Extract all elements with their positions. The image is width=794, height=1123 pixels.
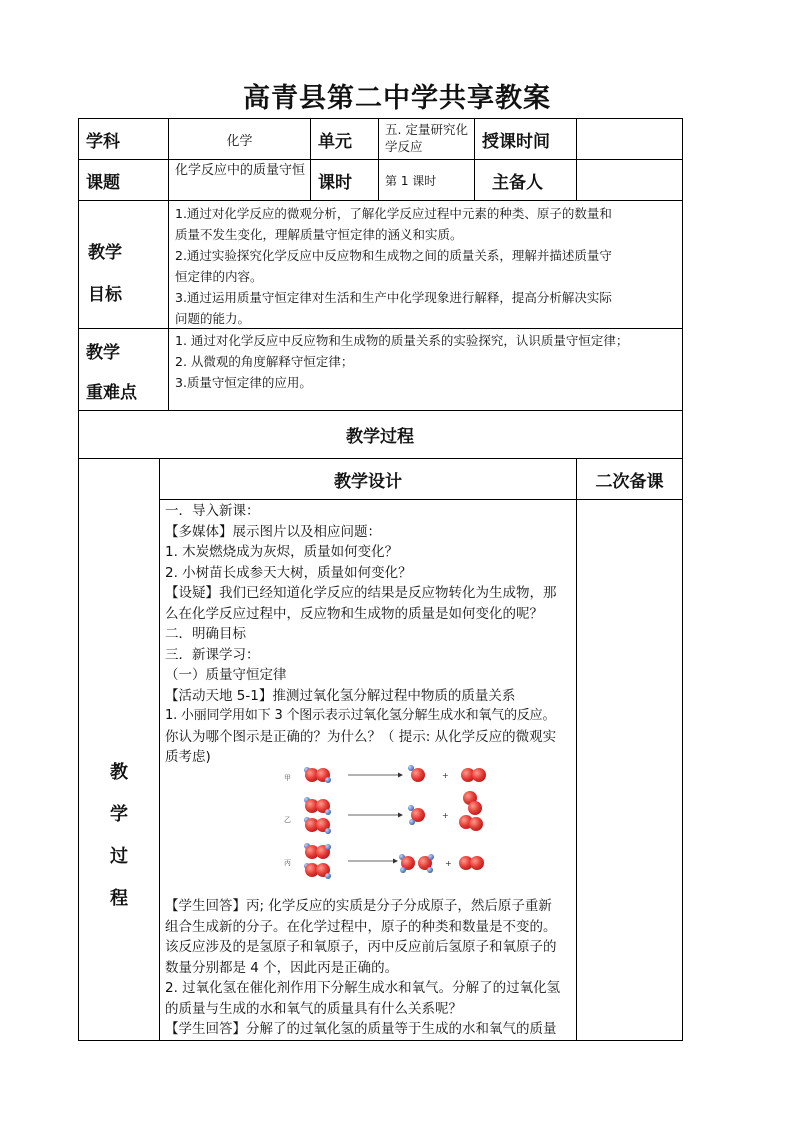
difficulties-label-line-2: 重难点 [86, 383, 137, 403]
goals-line: 1.通过对化学反应的微观分析，了解化学反应过程中元素的种类、原子的数量和 [175, 206, 612, 221]
row-label-jia: 甲 [284, 774, 291, 782]
goals-line: 恒定律的内容。 [175, 269, 263, 284]
oxygen-molecule [461, 768, 486, 782]
preparer-label: 主备人 [492, 172, 543, 193]
hours-label: 课时 [318, 172, 352, 193]
process-line: 2. 过氧化氢在催化剂作用下分解生成水和氧气。分解了的过氧化氢 [165, 980, 561, 996]
difficulties-line: 2. 从微观的角度解释守恒定律； [175, 354, 354, 369]
goals-label-line-2: 目标 [88, 285, 122, 305]
plus-sign: + [442, 811, 449, 820]
preparer-value [577, 160, 682, 200]
plus-sign: + [445, 859, 452, 868]
process-line: 该反应涉及的是氢原子和氧原子，丙中反应前后氢原子和氧原子的 [165, 939, 557, 955]
difficulties-line: 1. 通过对化学反应中反应物和生成物的质量关系的实验探究，认识质量守恒定律； [175, 333, 629, 348]
process-line: 一．导入新课： [165, 503, 260, 519]
row-label-yi: 乙 [284, 816, 291, 824]
process-line: 么在化学反应过程中，反应物和生成物的质量是如何变化的呢？ [165, 605, 543, 622]
oxygen-molecule [459, 856, 484, 870]
process-line: 1. 小丽同学用如下 3 个图示表示过氧化氢分解生成水和氧气的反应。 [165, 708, 556, 723]
process-section-title: 教学过程 [346, 427, 414, 447]
page-title: 高青县第二中学共享教案 [243, 83, 551, 114]
difficulties-label [86, 333, 168, 413]
h2o2-molecule [304, 797, 331, 815]
h2o2-molecule [304, 817, 331, 834]
row-yi [304, 791, 483, 834]
process-line: 【学生回答】分解了的过氧化氢的质量等于生成的水和氧气的质量 [165, 1021, 557, 1037]
design-header: 教学设计 [334, 471, 402, 492]
molecule-diagram [280, 762, 500, 886]
process-line: 数量分别都是 4 个，因此丙是正确的。 [165, 959, 399, 976]
process-line: 2. 小树苗长成参天大树，质量如何变化？ [165, 564, 412, 581]
plus-sign: + [442, 771, 449, 780]
process-text-top [165, 501, 575, 768]
side-label-char: 教 [110, 762, 128, 783]
water-molecule [399, 854, 415, 873]
row-label-bing: 丙 [284, 859, 291, 867]
goals-line: 2.通过实验探究化学反应中反应物和生成物之间的质量关系，理解并描述质量守 [175, 248, 612, 263]
h2o2-molecule [304, 843, 331, 859]
process-line: 组合生成新的分子。在化学过程中，原子的种类和数量是不变的。 [165, 918, 557, 935]
goals-label [88, 232, 166, 316]
side-label-char: 程 [110, 888, 128, 909]
process-line: （一）质量守恒定律 [165, 667, 287, 683]
time-value [577, 119, 682, 159]
difficulties-label-line-1: 教学 [86, 343, 120, 363]
goals-line: 质量不发生变化，理解质量守恒定律的涵义和实质。 [175, 227, 463, 242]
row-bing [304, 843, 484, 879]
unit-label: 单元 [318, 131, 352, 152]
topic-label: 课题 [86, 172, 120, 193]
process-line: 【学生回答】丙; 化学反应的实质是分子分成原子，然后原子重新 [165, 898, 552, 914]
oxygen-molecules [459, 791, 483, 831]
process-side-label [79, 752, 159, 920]
unit-value: 五. 定量研究化学反应 [385, 122, 468, 154]
h2o2-molecule [304, 863, 331, 879]
side-label-char: 过 [110, 846, 128, 867]
process-line: 二．明确目标 [165, 626, 246, 642]
process-line: 三．新课学习： [165, 646, 260, 663]
process-line: 1. 木炭燃烧成为灰烬，质量如何变化？ [165, 544, 399, 560]
time-label: 授课时间 [482, 131, 550, 152]
difficulties-text [175, 330, 681, 393]
water-molecule [408, 805, 425, 825]
subject-label: 学科 [86, 131, 120, 152]
process-line: 【多媒体】展示图片以及相应问题： [165, 523, 381, 540]
goals-line: 3.通过运用质量守恒定律对生活和生产中化学现象进行解释，提高分析解决实际 [175, 290, 612, 305]
topic-value: 化学反应中的质量守恒 [175, 163, 306, 178]
process-text-bottom [165, 896, 575, 1040]
goals-text [175, 203, 681, 329]
process-line: 【活动天地 5-1】推测过氧化氢分解过程中物质的质量关系 [165, 687, 516, 704]
process-line: 你认为哪个图示是正确的？为什么？（ 提示: 从化学反应的微观实 [165, 728, 557, 745]
side-label-char: 学 [110, 804, 128, 825]
water-molecule [418, 854, 434, 873]
review-header: 二次备课 [595, 471, 664, 492]
subject-value: 化学 [226, 133, 253, 149]
process-line: 【设疑】我们已经知道化学反应的结果是反应物转化为生成物，那 [165, 585, 557, 601]
process-line: 质考虑) [165, 749, 211, 765]
goals-label-line-1: 教学 [88, 243, 122, 263]
water-molecule [408, 765, 425, 782]
hours-value: 第 1 课时 [385, 173, 437, 188]
row-jia [304, 765, 486, 783]
goals-line: 问题的能力。 [175, 311, 251, 326]
process-line: 的质量与生成的水和氧气的质量具有什么关系呢？ [165, 1000, 462, 1017]
h2o2-molecule [304, 767, 331, 783]
difficulties-line: 3.质量守恒定律的应用。 [175, 375, 312, 390]
